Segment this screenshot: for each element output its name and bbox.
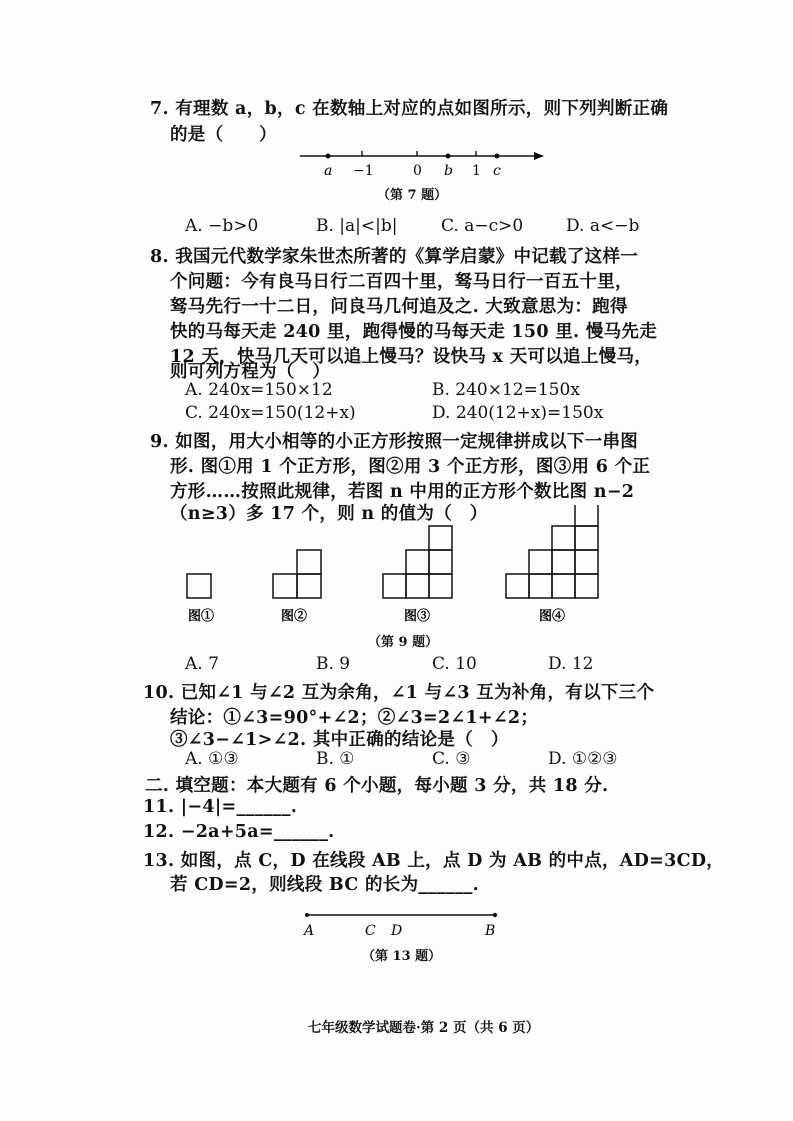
point-b	[446, 154, 451, 159]
axis-label-b: b	[444, 163, 453, 179]
point-c	[495, 154, 500, 159]
q10-option-d[interactable]: D. ①②③	[548, 749, 618, 769]
figure-label-1: 图①	[188, 609, 215, 624]
figure-label-4: 图④	[539, 609, 566, 624]
q13-caption: （第 13 题）	[362, 949, 442, 964]
q10-line2: 结论：①∠3=90°+∠2；②∠3=2∠1+∠2；	[170, 708, 539, 728]
q7-number-line	[290, 145, 550, 181]
q7-option-d[interactable]: D. a<−b	[566, 216, 640, 236]
point-label-D: D	[391, 923, 403, 939]
q9-staircase-figures	[170, 505, 610, 630]
section2-heading: 二. 填空题：本大题有 6 个小题，每小题 3 分，共 18 分.	[145, 776, 609, 796]
q9-line4: （n≥3）多 17 个，则 n 的值为（ ）	[170, 504, 488, 524]
axis-label-neg1: −1	[353, 163, 374, 179]
q8-line5: 12 天，快马几天可以追上慢马？设快马 x 天可以追上慢马，	[170, 347, 653, 367]
axis-label-a: a	[324, 163, 333, 179]
q9-option-d[interactable]: D. 12	[548, 654, 594, 674]
axis-label-c: c	[493, 163, 501, 179]
q8-option-a[interactable]: A. 240x=150×12	[185, 380, 333, 400]
q13-line2: 若 CD=2，则线段 BC 的长为______.	[170, 875, 480, 895]
q7-option-a[interactable]: A. −b>0	[185, 216, 259, 236]
q7-line1: 7. 有理数 a，b，c 在数轴上对应的点如图所示，则下列判断正确	[150, 99, 669, 119]
point-label-A: A	[304, 923, 315, 939]
q13-segment-diagram	[295, 905, 505, 941]
figure-label-3: 图③	[404, 609, 431, 624]
axis-label-0: 0	[413, 163, 422, 179]
q8-option-b[interactable]: B. 240×12=150x	[432, 380, 580, 400]
q7-option-c[interactable]: C. a−c>0	[441, 216, 524, 236]
q8-line3: 驽马先行一十二日，问良马几何追及之. 大致意思为：跑得	[170, 297, 628, 317]
q9-option-c[interactable]: C. 10	[432, 654, 477, 674]
page-footer: 七年级数学试题卷·第 2 页（共 6 页）	[308, 1020, 540, 1036]
q8-option-c[interactable]: C. 240x=150(12+x)	[185, 403, 356, 423]
q11-line: 11. |−4|=______.	[143, 797, 298, 817]
q9-line2: 形. 图①用 1 个正方形，图②用 3 个正方形，图③用 6 个正	[170, 457, 651, 477]
q13-line1: 13. 如图，点 C，D 在线段 AB 上，点 D 为 AB 的中点，AD=3CD，	[143, 851, 725, 871]
point-label-C: C	[365, 923, 376, 939]
q8-line1: 8. 我国元代数学家朱世杰所著的《算学启蒙》中记载了这样一	[150, 247, 639, 267]
q9-line1: 9. 如图，用大小相等的小正方形按照一定规律拼成以下一串图	[150, 432, 639, 452]
q10-option-b[interactable]: B. ①	[316, 749, 355, 769]
q10-option-c[interactable]: C. ③	[432, 749, 471, 769]
q7-caption: （第 7 题）	[377, 188, 448, 203]
q9-line3: 方形……按照此规律，若图 n 中用的正方形个数比图 n−2	[170, 482, 635, 502]
q9-option-b[interactable]: B. 9	[316, 654, 351, 674]
point-label-B: B	[485, 923, 496, 939]
figure-label-2: 图②	[281, 609, 308, 624]
q10-line3: ③∠3−∠1>∠2. 其中正确的结论是（ ）	[170, 730, 509, 750]
q9-option-a[interactable]: A. 7	[185, 654, 219, 674]
q8-line4: 快的马每天走 240 里，跑得慢的马每天走 150 里. 慢马先走	[170, 322, 658, 342]
point-a	[326, 154, 331, 159]
q10-line1: 10. 已知∠1 与∠2 互为余角，∠1 与∠3 互为补角，有以下三个	[143, 683, 655, 703]
q7-option-b[interactable]: B. |a|<|b|	[316, 216, 398, 236]
q9-caption: （第 9 题）	[368, 635, 439, 650]
q8-option-d[interactable]: D. 240(12+x)=150x	[432, 403, 604, 423]
axis-label-1: 1	[472, 163, 481, 179]
q10-option-a[interactable]: A. ①③	[185, 749, 239, 769]
q8-line6: 则可列方程为（ ）	[170, 362, 331, 382]
q7-line2: 的是（ ）	[170, 125, 277, 145]
q8-line2: 个问题：今有良马日行二百四十里，驽马日行一百五十里，	[170, 272, 633, 292]
q12-line: 12. −2a+5a=______.	[143, 822, 335, 842]
